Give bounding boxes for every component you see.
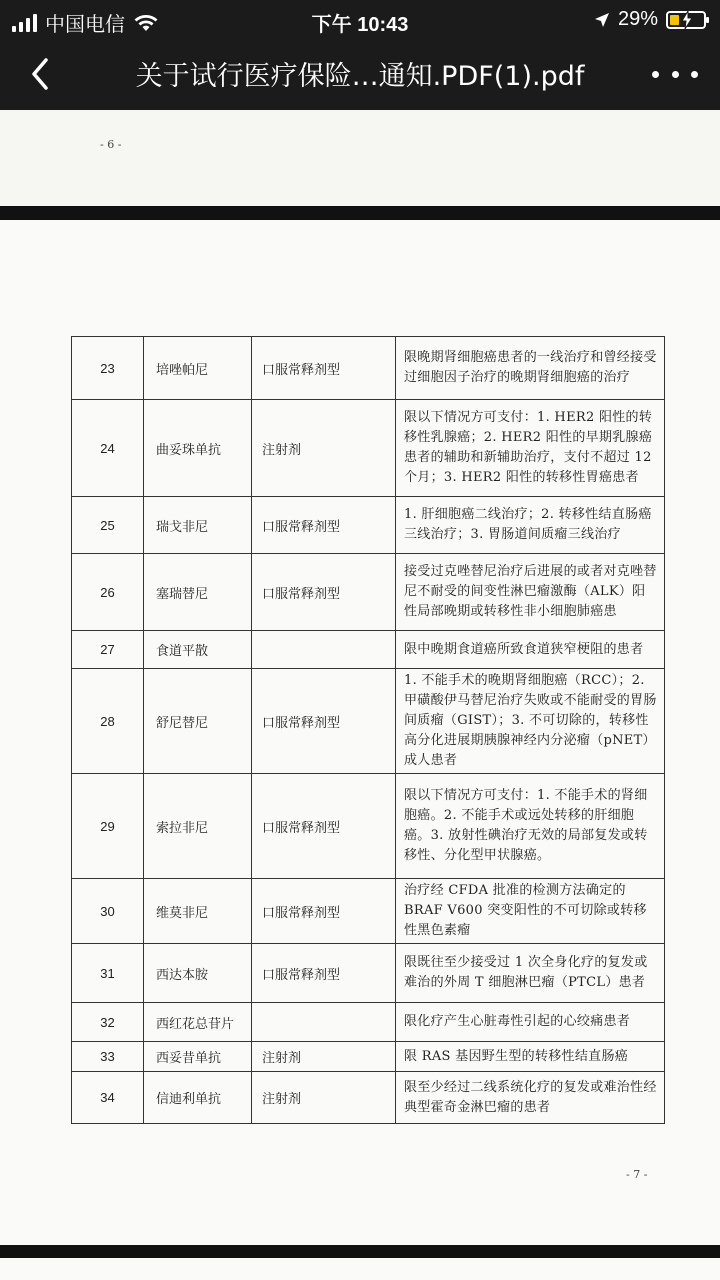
battery-percent: 29% [617, 8, 658, 30]
row-number: 31 [72, 944, 144, 1003]
dosage-form: 口服常释剂型 [252, 554, 396, 631]
drug-name: 舒尼替尼 [144, 669, 252, 774]
row-number: 26 [72, 554, 144, 631]
dosage-form: 口服常释剂型 [252, 774, 396, 879]
document-title: 关于试行医疗保险…通知.PDF(1).pdf [135, 61, 585, 92]
payment-restriction: 接受过克唑替尼治疗后进展的或者对克唑替尼不耐受的间变性淋巴瘤激酶（ALK）阳性局部晚期或转移性非小细胞肺癌患 [396, 554, 665, 631]
page-separator [0, 206, 720, 220]
row-number: 30 [72, 879, 144, 944]
dosage-form [252, 631, 396, 669]
drug-name: 西达本胺 [144, 944, 252, 1003]
table-row [72, 631, 665, 669]
table-row [72, 497, 665, 554]
drug-name: 信迪利单抗 [144, 1072, 252, 1124]
dosage-form: 口服常释剂型 [252, 669, 396, 774]
table-row [72, 879, 665, 944]
payment-restriction: 治疗经 CFDA 批准的检测方法确定的 BRAF V600 突变阳性的不可切除或转移性黑色素瘤 [396, 879, 665, 944]
row-number: 25 [72, 497, 144, 554]
dosage-form: 注射剂 [252, 1072, 396, 1124]
table-row [72, 1003, 665, 1042]
drug-name: 西妥昔单抗 [144, 1042, 252, 1072]
row-number: 23 [72, 337, 144, 400]
table-row [72, 669, 665, 774]
more-button[interactable] [652, 56, 698, 92]
payment-restriction: 限中晚期食道癌所致食道狭窄梗阻的患者 [396, 631, 665, 669]
dosage-form [252, 1003, 396, 1042]
drug-name: 瑞戈非尼 [144, 497, 252, 554]
chevron-left-icon [22, 54, 62, 94]
drug-name: 曲妥珠单抗 [144, 400, 252, 497]
drug-name: 培唑帕尼 [144, 337, 252, 400]
back-button[interactable] [22, 54, 62, 94]
location-arrow-icon [594, 12, 610, 28]
payment-restriction: 限晚期肾细胞癌患者的一线治疗和曾经接受过细胞因子治疗的晚期肾细胞癌的治疗 [396, 337, 665, 400]
row-number: 29 [72, 774, 144, 879]
dosage-form: 注射剂 [252, 400, 396, 497]
row-number: 27 [72, 631, 144, 669]
drug-name: 塞瑞替尼 [144, 554, 252, 631]
payment-restriction: 1. 不能手术的晚期肾细胞癌（RCC）；2. 甲磺酸伊马替尼治疗失败或不能耐受的胃肠间质瘤（GIST）；3. 不可切除的，转移性高分化进展期胰腺神经内分泌瘤（pNET）成人患者 [396, 669, 665, 774]
page-number-label: - 6 - [100, 138, 122, 151]
carrier-label: 中国电信 [45, 14, 125, 36]
payment-restriction: 限以下情况方可支付：1. 不能手术的肾细胞癌。2. 不能手术或远处转移的肝细胞癌。3. 放射性碘治疗无效的局部复发或转移性、分化型甲状腺癌。 [396, 774, 665, 879]
dosage-form: 口服常释剂型 [252, 944, 396, 1003]
pdf-page-previous[interactable] [0, 110, 720, 206]
table-row [72, 1072, 665, 1124]
pdf-page-next[interactable] [0, 1258, 720, 1280]
drug-name: 西红花总苷片 [144, 1003, 252, 1042]
table-row [72, 944, 665, 1003]
status-bar [0, 0, 720, 40]
payment-restriction: 限至少经过二线系统化疗的复发或难治性经典型霍奇金淋巴瘤的患者 [396, 1072, 665, 1124]
drug-name: 索拉非尼 [144, 774, 252, 879]
payment-restriction: 限化疗产生心脏毒性引起的心绞痛患者 [396, 1003, 665, 1042]
more-dot-icon [652, 71, 659, 78]
battery-icon [666, 11, 706, 29]
dosage-form: 口服常释剂型 [252, 497, 396, 554]
nav-bar [0, 40, 720, 110]
payment-restriction: 1. 肝细胞癌二线治疗；2. 转移性结直肠癌三线治疗；3. 胃肠道间质瘤三线治疗 [396, 497, 665, 554]
charging-bolt-icon [680, 11, 694, 29]
payment-restriction: 限既往至少接受过 1 次全身化疗的复发或难治的外周 T 细胞淋巴瘤（PTCL）患者 [396, 944, 665, 1003]
drug-name: 食道平散 [144, 631, 252, 669]
dosage-form: 注射剂 [252, 1042, 396, 1072]
status-time: 下午 10:43 [311, 14, 409, 36]
payment-restriction: 限以下情况方可支付：1. HER2 阳性的转移性乳腺癌；2. HER2 阳性的早期乳腺癌患者的辅助和新辅助治疗，支付不超过 12 个月；3. HER2 阳性的转移性胃癌患者 [396, 400, 665, 497]
more-dot-icon [672, 71, 679, 78]
row-number: 28 [72, 669, 144, 774]
more-dot-icon [691, 71, 698, 78]
pdf-page-current[interactable] [0, 220, 720, 1245]
page-number-label: - 7 - [626, 1168, 648, 1181]
table-row [72, 554, 665, 631]
battery-fill [670, 15, 679, 25]
row-number: 24 [72, 400, 144, 497]
table-row [72, 337, 665, 400]
row-number: 33 [72, 1042, 144, 1072]
page-separator [0, 1245, 720, 1258]
dosage-form: 口服常释剂型 [252, 337, 396, 400]
row-number: 34 [72, 1072, 144, 1124]
payment-restriction: 限 RAS 基因野生型的转移性结直肠癌 [396, 1042, 665, 1072]
row-number: 32 [72, 1003, 144, 1042]
table-row [72, 1042, 665, 1072]
drug-table [71, 336, 665, 1124]
dosage-form: 口服常释剂型 [252, 879, 396, 944]
table-row [72, 774, 665, 879]
table-row [72, 400, 665, 497]
drug-name: 维莫非尼 [144, 879, 252, 944]
status-right [594, 8, 706, 31]
